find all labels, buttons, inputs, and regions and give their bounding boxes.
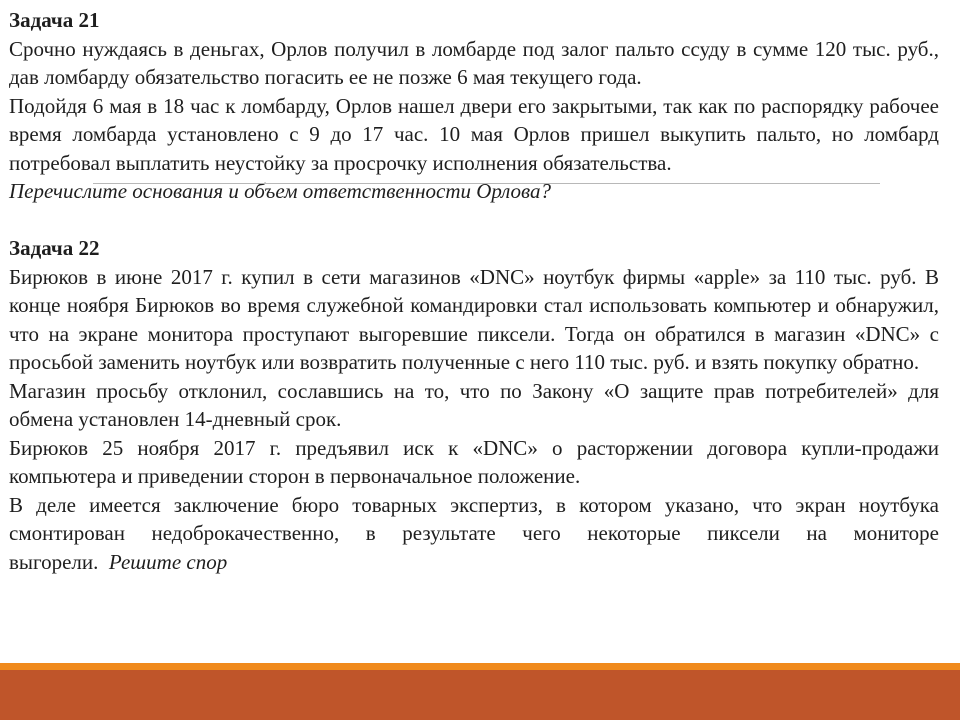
task-22-last-paragraph-text: В деле имеется заключение бюро товарных экспертиз, в котором указано, что экран ноутбука смонтирован недоброкачественно, в результате чего некоторые пиксели на мониторе выгорели. [9, 492, 939, 574]
footer-bar [0, 670, 960, 720]
task-22-paragraph-3: Бирюков 25 ноября 2017 г. предъявил иск к «DNC» о расторжении договора купли-продажи компьютера и приведении сторон в первоначальное положение. [9, 435, 939, 488]
task-21-paragraph-2: Подойдя 6 мая в 18 час к ломбарду, Орлов нашел двери его закрытыми, так как по распорядку рабочее время ломбарда установлено с 9 до 17 час. 10 мая Орлов пришел выкупить пальто, но ломбард потребовал выплатить неустойку за просрочку исполнения обязательства. [9, 93, 939, 175]
footer-accent-line [0, 663, 960, 670]
slide-content [9, 6, 939, 576]
task-22-title: Задача 22 [9, 236, 100, 260]
task-22-paragraph-2: Магазин просьбу отклонил, сославшись на то, что по Закону «О защите прав потребителей» для обмена установлен 14-дневный срок. [9, 378, 939, 431]
task-22-paragraph-4 [9, 491, 939, 577]
task-22-question: Решите спор [108, 549, 228, 574]
task-21-title: Задача 21 [9, 8, 100, 32]
horizontal-divider [93, 183, 880, 184]
task-21-question: Перечислите основания и объем ответственности Орлова? [9, 179, 552, 203]
section-spacer [9, 206, 939, 235]
task-22-paragraph-1: Бирюков в июне 2017 г. купил в сети магазинов «DNC» ноутбук фирмы «apple» за 110 тыс. руб. В конце ноября Бирюков во время служебной командировки стал использовать компьютер и обнаружил, что на экране монитора проступают выгоревшие пиксели. Тогда он обратился в магазин «DNC» с просьбой заменить ноутбук или возвратить полученные с него 110 тыс. руб. и взять покупку обратно. [9, 264, 939, 374]
task-21-paragraph-1: Срочно нуждаясь в деньгах, Орлов получил в ломбарде под залог пальто ссуду в сумме 120 тыс. руб., дав ломбарду обязательство погасить ее не позже 6 мая текущего года. [9, 36, 939, 89]
